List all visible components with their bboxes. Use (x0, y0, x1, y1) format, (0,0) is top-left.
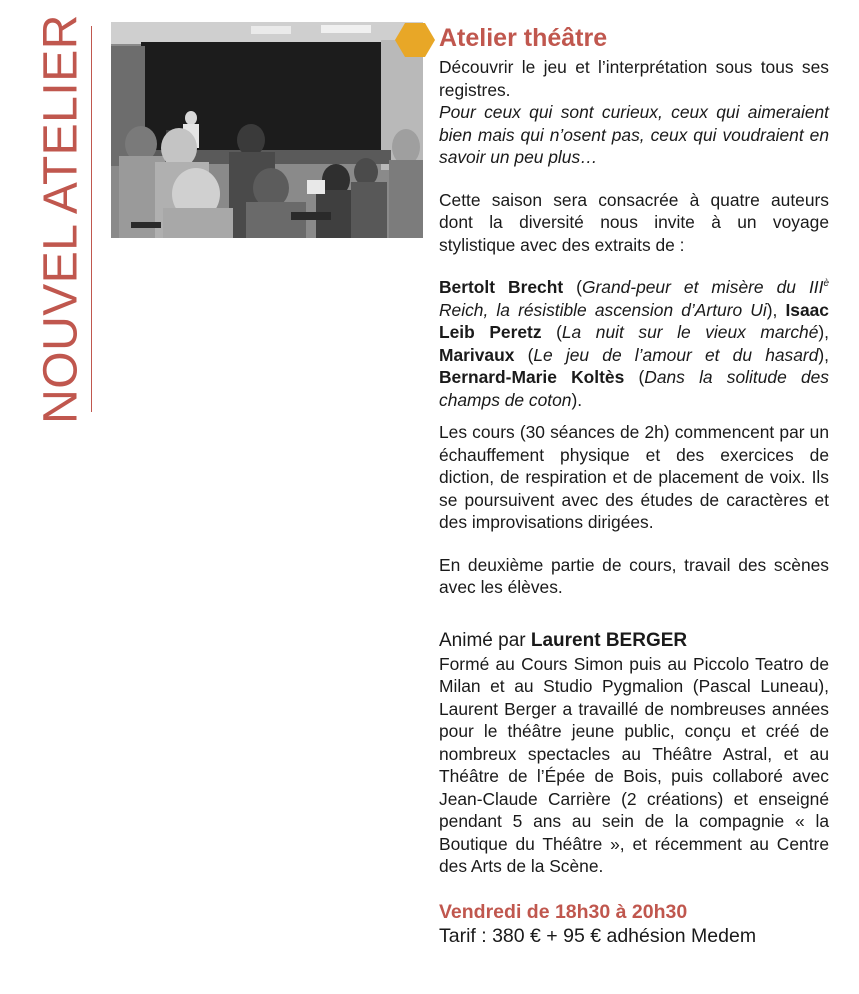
page-title: Atelier théâtre (439, 24, 608, 52)
side-title-text: NOUVEL ATELIER (34, 14, 88, 424)
courses-text: Les cours (30 séances de 2h) commencent par un échauffement physique et des exercices de diction, de respiration et de placement de voix. Ils se poursuivent avec des études de caractères et des improvisations dirigées. (439, 422, 829, 532)
schedule: Vendredi de 18h30 à 20h30 (439, 900, 688, 923)
authors-paragraph (439, 276, 829, 411)
intro-text: Découvrir le jeu et l’interprétation sous tous ses registres. (439, 57, 829, 100)
author-koltes: Bernard-Marie Koltès (439, 367, 625, 387)
work-brecht-1: Grand-peur et misère du III (581, 277, 824, 297)
punct: ), (766, 299, 786, 320)
work-brecht-2: Reich, la résistible ascension d’Arturo Ui (439, 299, 767, 320)
animated-prefix: Animé par (439, 629, 531, 651)
work-brecht-sup: è (823, 278, 830, 290)
punct: ), (818, 322, 829, 342)
work-marivaux: Le jeu de l’amour et du hasard (533, 344, 819, 365)
side-title (30, 14, 92, 424)
punct: ). (571, 389, 583, 410)
punct: ( (541, 322, 562, 342)
punct: ), (818, 344, 829, 365)
hexagon-icon (395, 20, 435, 60)
animated-by (439, 629, 829, 653)
second-part-text: En deuxième partie de cours, travail des scènes avec les élèves. (439, 554, 829, 597)
punct: ( (514, 344, 534, 365)
photo-illustration (111, 22, 423, 238)
author-marivaux: Marivaux (439, 344, 515, 365)
theatre-workshop-photo (111, 22, 423, 238)
tarif: Tarif : 380 € + 95 € adhésion Medem (439, 924, 757, 947)
teacher-bio: Formé au Cours Simon puis au Piccolo Teatro de Milan et au Studio Pygmalion (Pascal Luneau), Laurent Berger a travaillé de nombreuses années pour le théâtre jeune public, conçu et créé de nombreux spectacles au Théâtre Astral, et au Théâtre de l’Épée de Bois, puis collaboré avec Jean-Claude Carrière (2 créations) et enseigné pendant 5 ans au sein de la compagnie « la Boutique du Théâtre », et récemment au Centre des Arts de la Scène. (439, 653, 829, 876)
season-text: Cette saison sera consacrée à quatre auteurs dont la diversité nous invite à un voyage stylistique avec des extraits de : (439, 189, 829, 255)
punct: ( (624, 367, 645, 387)
work-koltes: Dans la solitude des champs de coton (439, 367, 829, 410)
intro-italic-text: Pour ceux qui sont curieux, ceux qui aimeraient bien mais qui n’osent pas, ceux qui voudraient en savoir un peu plus… (439, 102, 829, 167)
side-divider (91, 26, 92, 412)
punct: ( (563, 277, 582, 297)
content-column (439, 22, 829, 948)
teacher-name: Laurent BERGER (530, 629, 688, 651)
author-peretz: Isaac Leib Peretz (439, 299, 829, 342)
work-peretz: La nuit sur le vieux marché (561, 322, 819, 342)
author-brecht: Bertolt Brecht (439, 277, 564, 297)
